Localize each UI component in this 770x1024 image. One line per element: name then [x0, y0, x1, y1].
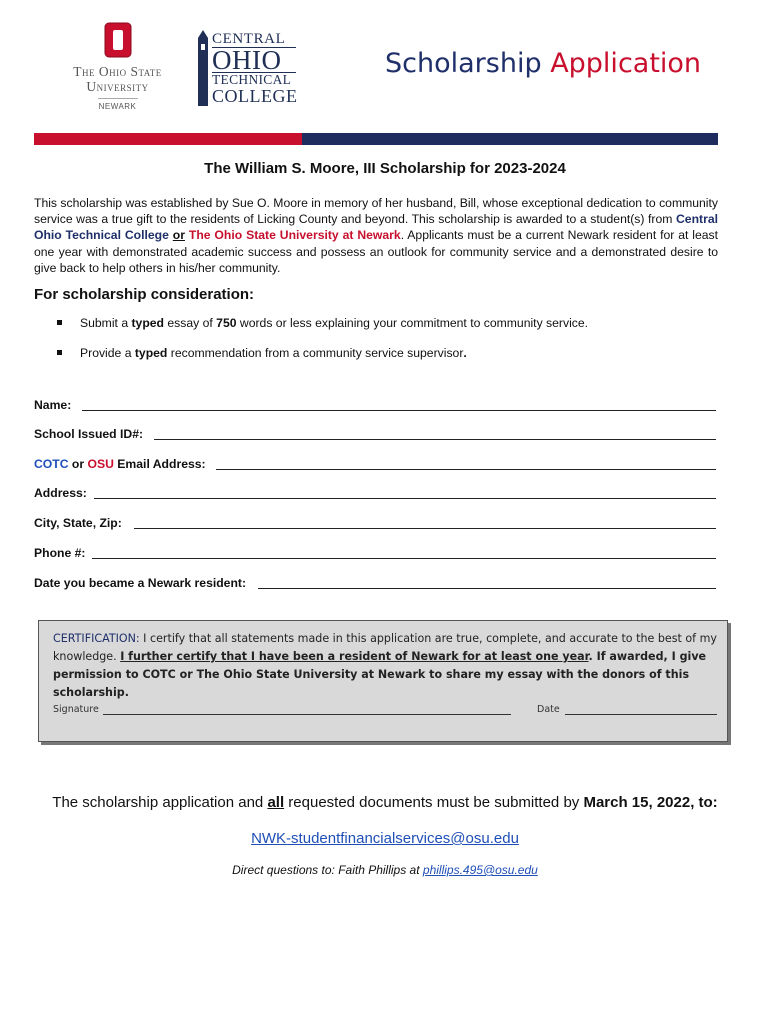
signature-input-line[interactable]	[103, 714, 511, 715]
submit-post: to:	[694, 794, 718, 811]
phone-field[interactable]	[34, 546, 716, 562]
phone-label: Phone #:	[34, 546, 86, 560]
cotc-logo-line4: COLLEGE	[212, 86, 298, 106]
city-input-line[interactable]	[134, 528, 716, 529]
header-title-word1: Scholarship	[385, 48, 542, 79]
intro-or: or	[172, 228, 185, 243]
submission-email-link[interactable]: NWK-studentfinancialservices@osu.edu	[251, 830, 519, 847]
email-label-cotc: COTC	[34, 457, 69, 471]
certification-text	[53, 630, 717, 702]
cotc-logo-line1: CENTRAL	[212, 31, 286, 47]
email-field[interactable]	[34, 457, 716, 473]
header-bar-navy	[302, 133, 718, 145]
page-header-title	[385, 48, 701, 79]
email-label-or: or	[68, 457, 88, 471]
cotc-logo-line2: OHIO	[212, 45, 282, 75]
b2-end: .	[463, 346, 467, 360]
cotc-logo-text	[212, 32, 298, 105]
osu-logo-line2: University	[86, 79, 149, 94]
signature-field[interactable]	[53, 704, 511, 715]
signature-label: Signature	[53, 704, 99, 715]
name-input-line[interactable]	[82, 410, 716, 411]
header-bar-red	[34, 133, 302, 145]
osu-logo-line1: The Ohio State	[73, 64, 162, 79]
intro-text-1: This scholarship was established by Sue O. Moore in memory of her husband, Bill, whose exceptional dedication to community service was a true gift to the residents of Licking County and beyond. This scholarship is awarded to a student(s) from	[34, 196, 718, 227]
address-input-line[interactable]	[94, 498, 716, 499]
cert-residency-statement: I further certify that I have been a resident of Newark for at least one year	[120, 650, 589, 663]
email-label-osu: OSU	[87, 457, 114, 471]
submission-deadline: March 15, 2022,	[583, 794, 695, 811]
contact-line	[0, 863, 770, 877]
bullet-square-icon	[57, 350, 62, 355]
b1-post: words or less explaining your commitment to community service.	[236, 316, 589, 330]
intro-cotc-name: Central Ohio Technical College	[34, 212, 718, 243]
resident-date-input-line[interactable]	[258, 588, 716, 589]
city-label: City, State, Zip:	[34, 516, 122, 530]
school-id-field[interactable]	[34, 427, 716, 443]
block-o-icon	[104, 22, 132, 58]
email-input-line[interactable]	[216, 469, 716, 470]
submission-instructions	[0, 794, 770, 811]
contact-email-link[interactable]: phillips.495@osu.edu	[422, 863, 538, 877]
cotc-tower-icon	[196, 30, 210, 106]
submit-all: all	[267, 794, 285, 811]
certification-box	[38, 620, 728, 742]
header-title-word2: Application	[550, 48, 702, 79]
b1-count: 750	[216, 316, 237, 330]
phone-input-line[interactable]	[92, 558, 716, 559]
document-title: The William S. Moore, III Scholarship for 2023-2024	[204, 160, 566, 177]
school-id-input-line[interactable]	[154, 439, 716, 440]
resident-date-label: Date you became a Newark resident:	[34, 576, 247, 590]
osu-newark-logo	[55, 22, 180, 122]
b1-mid: essay of	[164, 316, 217, 330]
cert-text-2: . If awarded, I give permission to COTC or The Ohio State University at Newark to share my essay with the donors of this scholarship.	[53, 650, 707, 699]
school-id-label: School Issued ID#:	[34, 427, 144, 441]
city-state-zip-field[interactable]	[34, 516, 716, 532]
intro-text-2: . Applicants must be a current Newark resident for at least one year with demonstrated academic success and possess an outlook for community service and a demonstrated desire to give back to help others in his/her community.	[34, 228, 719, 275]
name-label: Name:	[34, 398, 72, 412]
bullet-square-icon	[57, 320, 62, 325]
cotc-logo-line3: TECHNICAL	[212, 72, 292, 87]
b2-pre: Provide a	[80, 346, 135, 360]
submit-mid: requested documents must be submitted by	[284, 794, 584, 811]
intro-paragraph	[34, 195, 718, 276]
cert-text-1: I certify that all statements made in this application are true, complete, and accurate to the best of my knowledge.	[53, 632, 717, 663]
submit-pre: The scholarship application and	[52, 794, 268, 811]
osu-logo-campus: NEWARK	[98, 102, 137, 111]
date-field[interactable]	[537, 704, 717, 715]
address-field[interactable]	[34, 486, 716, 502]
date-label: Date	[537, 704, 560, 715]
b1-pre: Submit a	[80, 316, 132, 330]
contact-text: Direct questions to: Faith Phillips at	[232, 863, 423, 877]
logo-divider	[98, 98, 138, 99]
date-input-line[interactable]	[565, 714, 717, 715]
name-field[interactable]	[34, 398, 716, 414]
resident-date-field[interactable]	[34, 576, 716, 592]
intro-osu-name: The Ohio State University at Newark	[188, 228, 401, 243]
email-label	[34, 457, 206, 471]
email-label-rest: Email Address:	[113, 457, 206, 471]
b1-typed: typed	[131, 316, 164, 330]
address-label: Address:	[34, 486, 87, 500]
cotc-logo	[196, 30, 300, 106]
consideration-heading: For scholarship consideration:	[34, 286, 255, 303]
b2-typed: typed	[134, 346, 168, 360]
certification-label: CERTIFICATION:	[53, 632, 140, 645]
b2-post: recommendation from a community service supervisor	[167, 346, 464, 360]
